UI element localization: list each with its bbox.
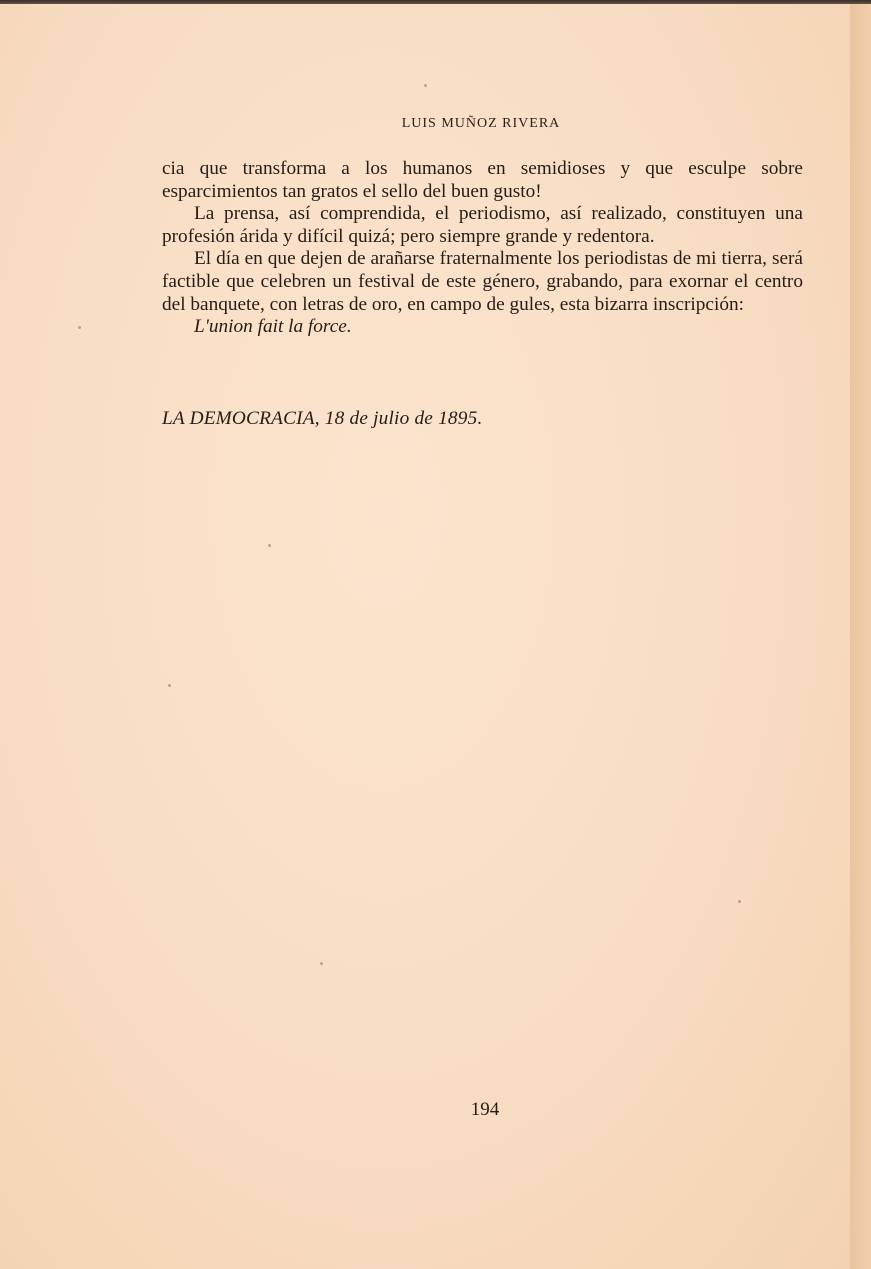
main-text-block [162,158,803,339]
paper-speck [738,900,741,903]
paper-speck [78,326,81,329]
paragraph: El día en que dejen de arañarse fraternalmente los periodistas de mi tierra, será factible que celebren un festival de este género, grabando, para exornar el centro del banquete, con letras de oro, en campo de gules, esta bizarra inscripción: [162,248,803,315]
paper-speck [268,544,271,547]
paragraph: cia que transforma a los humanos en semidioses y que esculpe sobre esparcimientos tan gratos el sello del buen gusto! [162,158,803,202]
page-number: 194 [470,1099,500,1120]
running-header: LUIS MUÑOZ RIVERA [401,116,561,131]
paper-speck [424,84,427,87]
source-citation: LA DEMOCRACIA, 18 de julio de 1895. [162,408,483,429]
motto-line: L'union fait la force. [194,316,352,338]
paper-speck [320,962,323,965]
paper-speck [168,684,171,687]
paragraph: La prensa, así comprendida, el periodismo, así realizado, constituyen una profesión árida y difícil quizá; pero siempre grande y redentora. [162,203,803,247]
page-edge-shadow [850,4,871,1269]
